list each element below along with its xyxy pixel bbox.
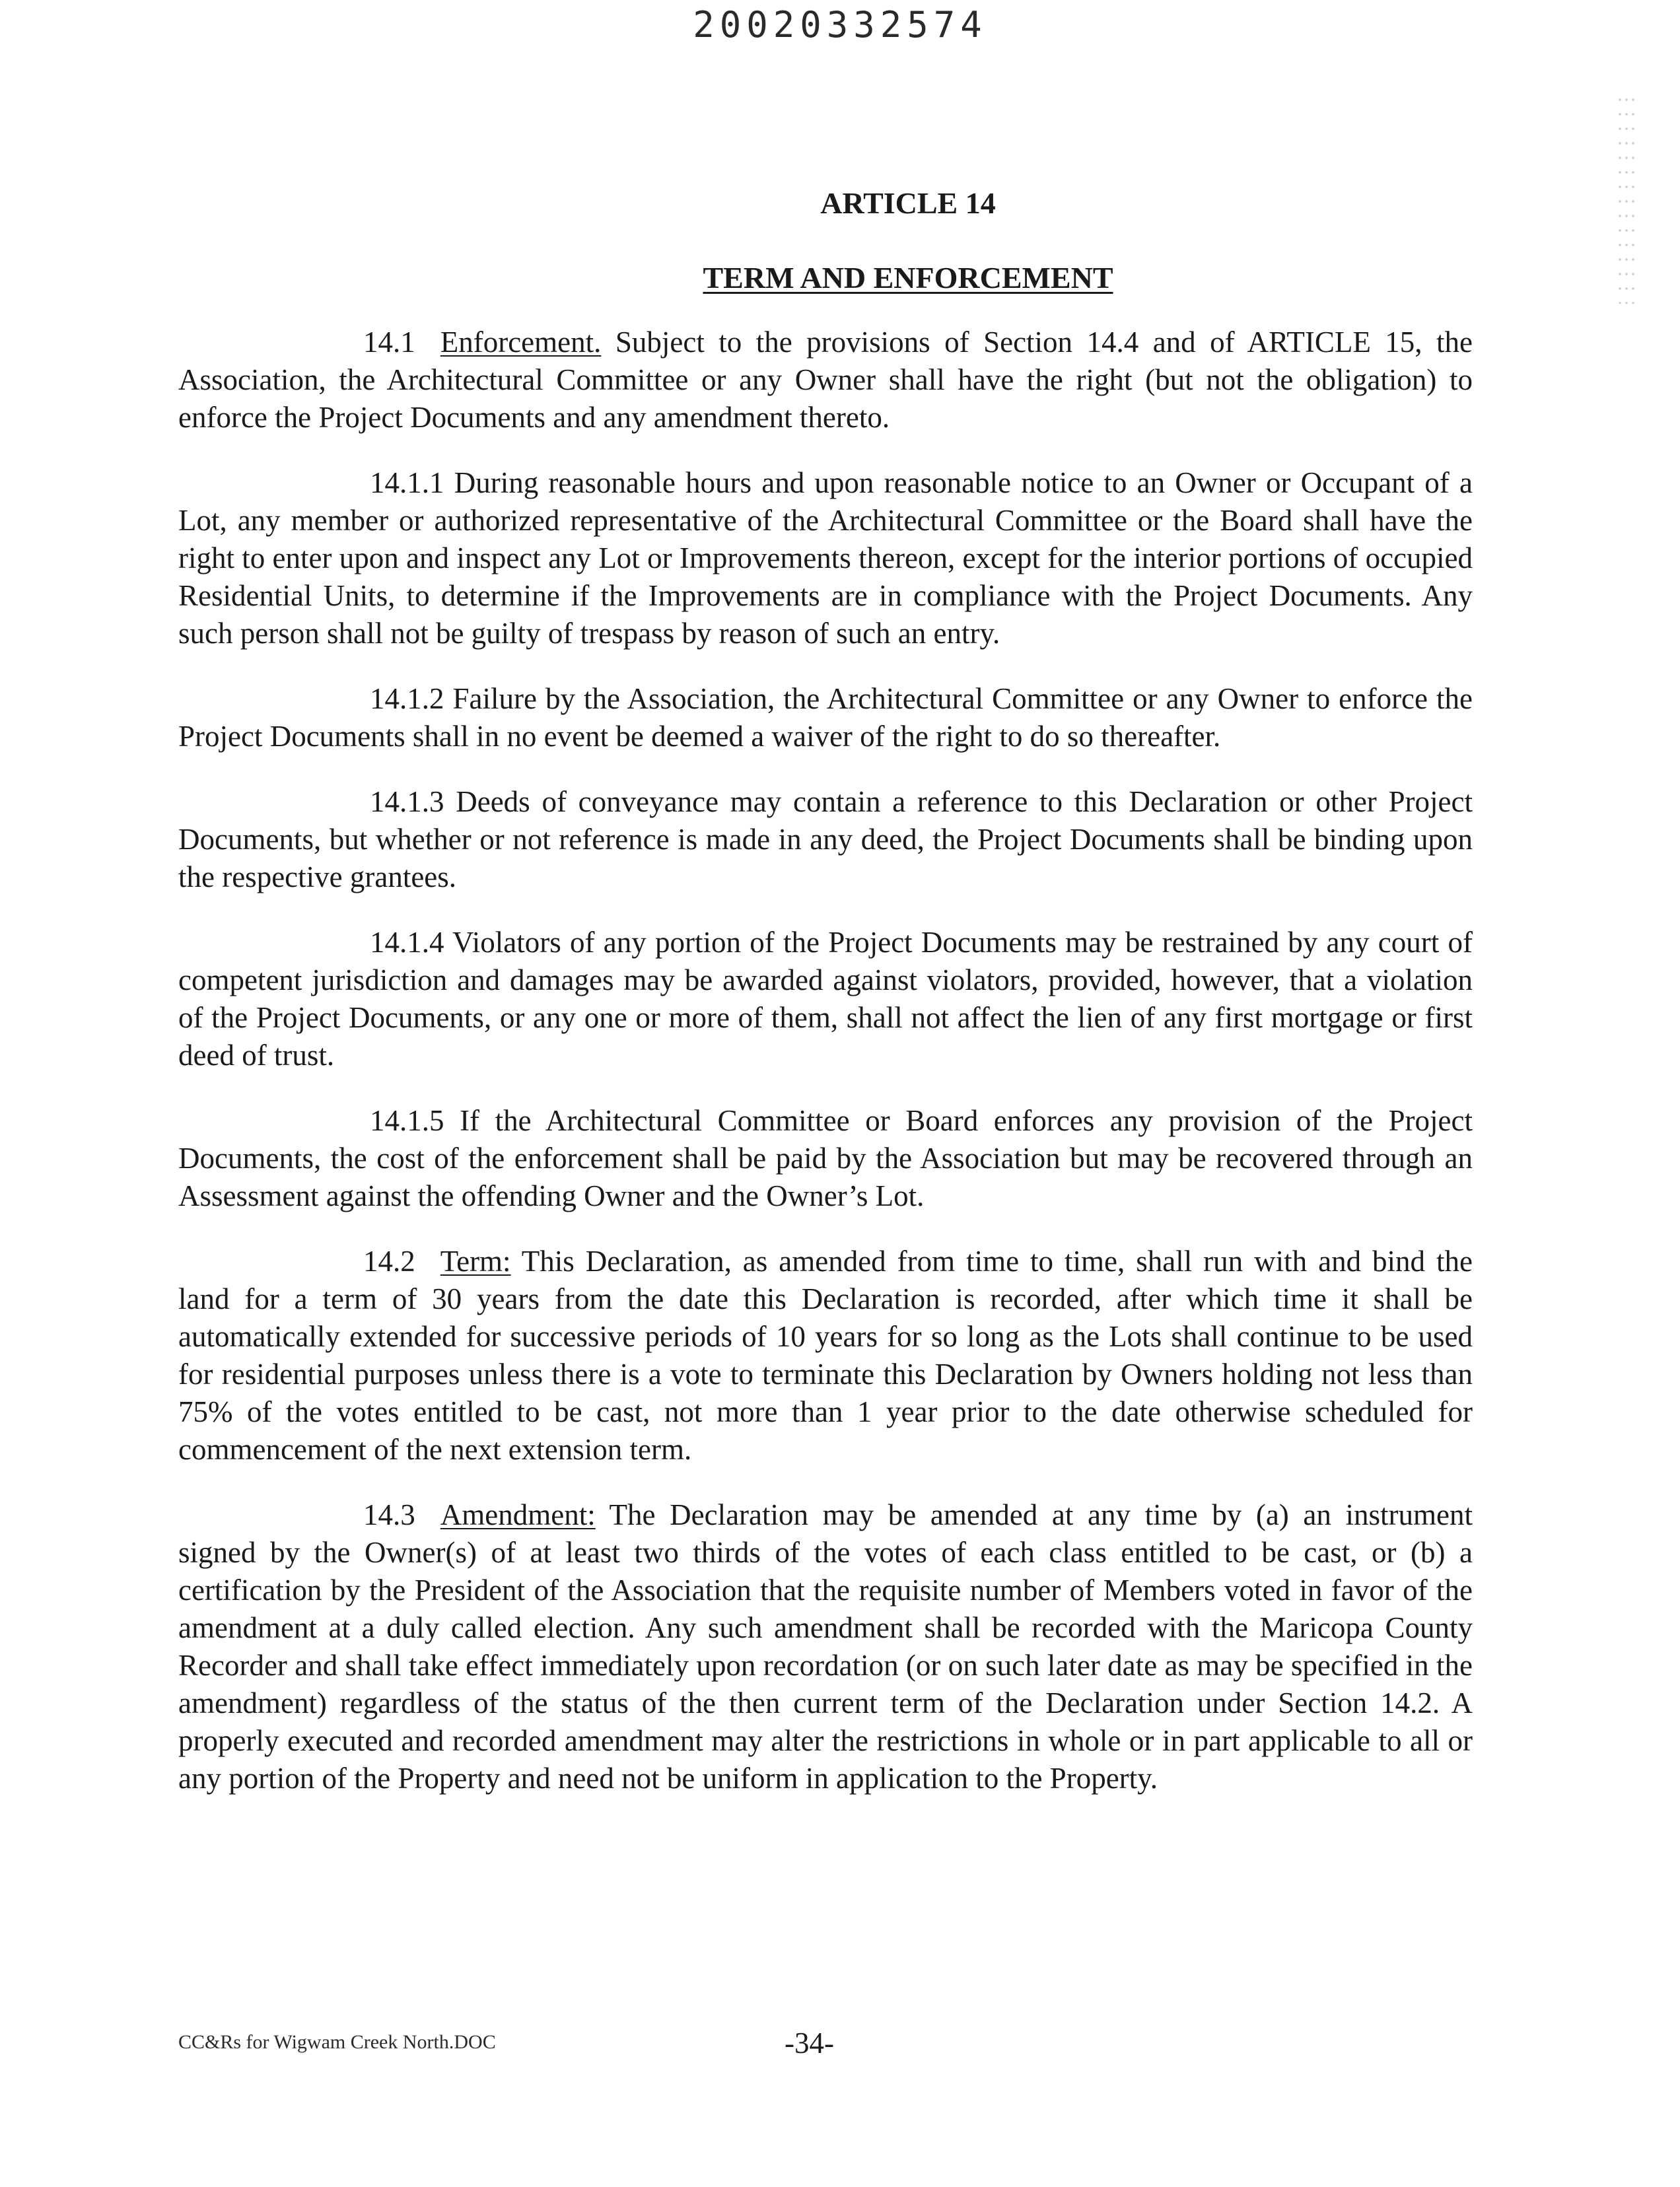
scanner-margin-marks: [1617, 92, 1636, 304]
section-14-2-number: 14.2: [363, 1245, 415, 1278]
section-14-1-3: 14.1.3 Deeds of conveyance may contain a reference to this Declaration or other Project Documents, but whether or not reference is made in any deed, the Project Documents shall be binding upon the respective grantees.: [178, 785, 1473, 894]
section-14-3-text: The Declaration may be amended at any time by (a) an instrument signed by the Owner(s) of at least two thirds of the votes of each class entitled to be cast, or (b) a certification by the President of the Association that the requisite number of Members voted in favor of the amendment at a duly called election. Any such amendment shall be recorded with the Maricopa County Recorder and shall take effect immediately upon recordation (or on such later date as may be specified in the amendment) regardless of the status of the then current term of the Declaration under Section 14.2. A properly executed and recorded amendment may alter the restrictions in whole or in part applicable to all or any portion of the Property and need not be uniform in application to the Property.: [178, 1498, 1473, 1795]
article-subtitle: [343, 260, 1473, 296]
article-title: ARTICLE 14: [820, 186, 996, 220]
article-subtitle-text: TERM AND ENFORCEMENT: [703, 261, 1113, 295]
section-14-1-1: 14.1.1 During reasonable hours and upon reasonable notice to an Owner or Occupant of a Lot, any member or authorized representative of the Architectural Committee or the Board shall have the right to enter upon and inspect any Lot or Improvements thereon, except for the interior portions of occupied Residential Units, to determine if the Improvements are in compliance with the Project Documents. Any such person shall not be guilty of trespass by reason of such an entry.: [178, 466, 1473, 650]
section-14-1-text: Subject to the provisions of Section 14.4 and of ARTICLE 15, the Association, the Architectural Committee or any Owner shall have the right (but not the obligation) to enforce the Project Documents and any amendment thereto.: [178, 326, 1473, 434]
recording-number: 20020332574: [693, 4, 987, 46]
section-14-1-2: 14.1.2 Failure by the Association, the Architectural Committee or any Owner to enforce the Project Documents shall in no event be deemed a waiver of the right to do so thereafter.: [178, 682, 1473, 753]
footer-page-number: -34-: [785, 2027, 834, 2060]
footer-filename: CC&Rs for Wigwam Creek North.DOC: [178, 2031, 496, 2053]
section-14-3-number: 14.3: [363, 1498, 415, 1532]
section-14-3: [178, 1496, 1473, 1797]
section-14-1-heading: Enforcement.: [440, 326, 602, 359]
section-14-2-text: This Declaration, as amended from time to time, shall run with and bind the land for a term of 30 years from the date this Declaration is recorded, after which time it shall be automatically extended for successive periods of 10 years for so long as the Lots shall continue to be used for residential purposes unless there is a vote to terminate this Declaration by Owners holding not less than 75% of the votes entitled to be cast, not more than 1 year prior to the date otherwise scheduled for commencement of the next extension term.: [178, 1245, 1473, 1467]
section-14-3-heading: Amendment:: [440, 1498, 596, 1532]
document-body: [178, 185, 1473, 1825]
section-14-2-heading: Term:: [440, 1245, 511, 1278]
section-14-1-4: 14.1.4 Violators of any portion of the Project Documents may be restrained by any court of competent jurisdiction and damages may be awarded against violators, provided, however, that a violation of the Project Documents, or any one or more of them, shall not affect the lien of any first mortgage or first deed of trust.: [178, 926, 1473, 1072]
section-14-1-5: 14.1.5 If the Architectural Committee or Board enforces any provision of the Project Documents, the cost of the enforcement shall be paid by the Association but may be recovered through an Assessment against the offending Owner and the Owner’s Lot.: [178, 1104, 1473, 1213]
section-14-1-number: 14.1: [363, 326, 415, 359]
section-14-2: [178, 1243, 1473, 1469]
section-14-1: [178, 324, 1473, 436]
